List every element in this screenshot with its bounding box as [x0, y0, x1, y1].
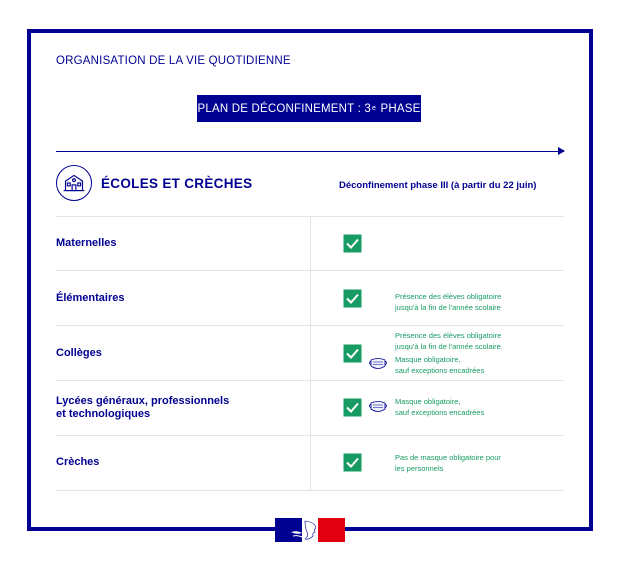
row-label-line: Lycées généraux, professionnels [56, 395, 230, 407]
note-line: jusqu'à la fin de l'année scolaire. [395, 342, 503, 351]
row-note [395, 396, 484, 418]
column-title: Déconfinement phase III (à partir du 22 juin) [339, 180, 537, 191]
row-label-line: Crèches [56, 456, 100, 468]
arrow-line [56, 151, 564, 152]
row-label-line: Collèges [56, 347, 102, 359]
phase-banner-text: PLAN DE DÉCONFINEMENT : 3 [197, 102, 371, 115]
face-mask-icon [368, 400, 388, 414]
page-title: ORGANISATION DE LA VIE QUOTIDIENNE [56, 55, 291, 67]
checkbox-checked-icon [343, 289, 362, 308]
row-note [395, 291, 501, 313]
row-label-colleges [56, 347, 102, 360]
phase-banner-superscript: e [372, 105, 377, 112]
checkbox-checked-icon [343, 453, 362, 472]
phase-banner [197, 95, 421, 122]
row-divider [56, 490, 564, 491]
note-line: Présence des élèves obligatoire [395, 331, 502, 340]
arrow-right-icon [558, 147, 565, 155]
column-divider [310, 216, 311, 490]
checkbox-checked-icon [343, 344, 362, 363]
row-label-maternelles [56, 237, 117, 250]
row-label-line: Maternelles [56, 237, 117, 249]
note-line: Masque obligatoire, [395, 397, 461, 406]
checkbox-checked-icon [343, 398, 362, 417]
row-note [395, 354, 484, 376]
note-line: les personnels [395, 464, 444, 473]
note-line: Pas de masque obligatoire pour [395, 453, 501, 462]
row-label-line: Élémentaires [56, 292, 125, 304]
section-title: ÉCOLES ET CRÈCHES [101, 176, 253, 191]
row-note [395, 452, 501, 474]
phase-banner-end: PHASE [380, 102, 421, 115]
note-line: Présence des élèves obligatoire [395, 292, 502, 301]
row-label-lycees [56, 395, 229, 421]
note-line: Masque obligatoire, [395, 355, 461, 364]
checkbox-checked-icon [343, 234, 362, 253]
row-label-elementaires [56, 292, 124, 305]
row-label-line: et technologiques [56, 408, 151, 420]
face-mask-icon [368, 357, 388, 371]
note-line: sauf exceptions encadrées [395, 366, 485, 375]
note-line: jusqu'à la fin de l'année scolaire [395, 303, 501, 312]
marianne-logo [275, 518, 345, 542]
school-building-icon [56, 165, 92, 201]
row-label-creches [56, 456, 99, 469]
note-line: sauf exceptions encadrées [395, 408, 485, 417]
row-note [395, 330, 503, 352]
